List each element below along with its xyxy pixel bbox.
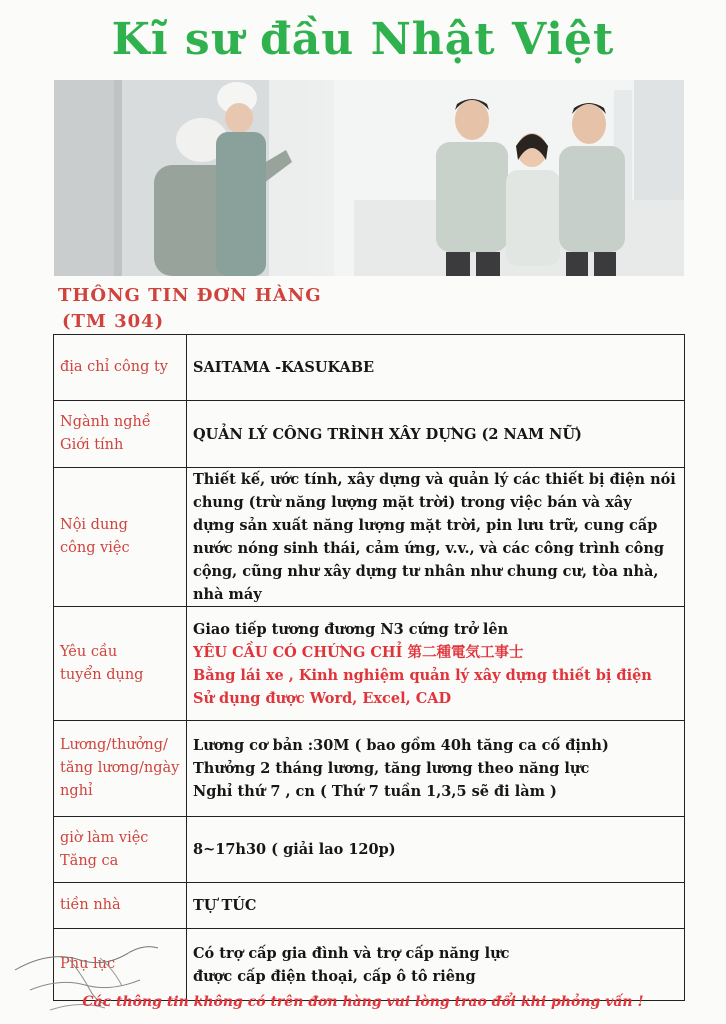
table-row: [54, 401, 685, 468]
table-row: [54, 721, 685, 817]
row-label: [54, 721, 187, 817]
row-label: [54, 401, 187, 468]
table-row: [54, 607, 685, 721]
label-line: địa chỉ công ty: [60, 359, 168, 375]
row-value: [187, 721, 685, 817]
table-row: [54, 335, 685, 401]
row-label: [54, 335, 187, 401]
row-label: [54, 883, 187, 929]
value-line: Thưởng 2 tháng lương, tăng lương theo năng lực: [193, 760, 590, 777]
label-line: tăng lương/ngày: [60, 760, 180, 776]
label-line: tiền nhà: [60, 897, 121, 913]
label-line: Ngành nghề: [60, 414, 151, 430]
row-label: [54, 607, 187, 721]
order-info-table: [53, 334, 685, 1001]
row-value: [187, 401, 685, 468]
header-photo: [54, 80, 684, 276]
label-line: Tăng ca: [60, 852, 119, 869]
value-line: Giao tiếp tương đương N3 cứng trở lên: [193, 620, 509, 638]
row-label: [54, 468, 187, 607]
row-value: [187, 335, 685, 401]
label-line: tuyển dụng: [60, 666, 144, 683]
row-label: [54, 817, 187, 883]
value-line: được cấp điện thoại, cấp ô tô riêng: [193, 967, 476, 985]
value-line: TỰ TÚC: [193, 897, 257, 914]
page-title: Kĩ sư đầu Nhật Việt: [111, 14, 615, 65]
row-value: [187, 883, 685, 929]
label-line: Yêu cầu: [60, 643, 118, 660]
value-line: Nghỉ thứ 7 , cn ( Thứ 7 tuần 1,3,5 sẽ đi làm ): [193, 783, 557, 800]
label-line: nghỉ: [60, 783, 93, 799]
table-row: [54, 817, 685, 883]
value-line: 8~17h30 ( giải lao 120p): [193, 841, 396, 858]
value-line: Sử dụng được Word, Excel, CAD: [193, 689, 452, 707]
value-line: SAITAMA -KASUKABE: [193, 359, 375, 376]
value-line: Bằng lái xe , Kinh nghiệm quản lý xây dựng thiết bị điện: [193, 666, 652, 684]
label-line: giờ làm việc: [60, 829, 149, 846]
table-row: [54, 883, 685, 929]
label-line: Phụ lục: [60, 956, 116, 972]
value-line: YÊU CẦU CÓ CHỨNG CHỈ 第二種電気工事士: [193, 643, 524, 661]
row-value: [187, 607, 685, 721]
value-line: QUẢN LÝ CÔNG TRÌNH XÂY DỰNG (2 NAM NỮ): [193, 425, 582, 443]
label-line: Nội dung: [60, 517, 128, 533]
table-row: [54, 468, 685, 607]
label-line: Lương/thưởng/: [60, 737, 168, 753]
order-code: (TM 304): [62, 311, 165, 332]
order-info-heading: [58, 283, 322, 335]
row-value: [187, 929, 685, 1001]
footer-note: Các thông tin không có trên đơn hàng vui lòng trao đổi khi phỏng vấn !: [82, 994, 644, 1010]
value-line: Thiết kế, ước tính, xây dựng và quản lý các thiết bị điện nói chung (trừ năng lượng mặt trời) trong việc bán và xây dựng sản xuất năng lượng mặt trời, pin lưu trữ, cung cấp nước nóng sinh thái, cảm ứng, v.v., và các công trình công cộng, cũng như xây dựng tư nhân như chung cư, tòa nhà, nhà máy: [193, 471, 676, 603]
order-info-heading-line1: THÔNG TIN ĐƠN HÀNG: [58, 285, 322, 306]
row-value: [187, 468, 685, 607]
row-value: [187, 817, 685, 883]
label-line: công việc: [60, 540, 130, 556]
label-line: Giới tính: [60, 437, 124, 453]
value-line: Lương cơ bản :30M ( bao gồm 40h tăng ca cố định): [193, 737, 609, 754]
value-line: Có trợ cấp gia đình và trợ cấp năng lực: [193, 944, 510, 962]
